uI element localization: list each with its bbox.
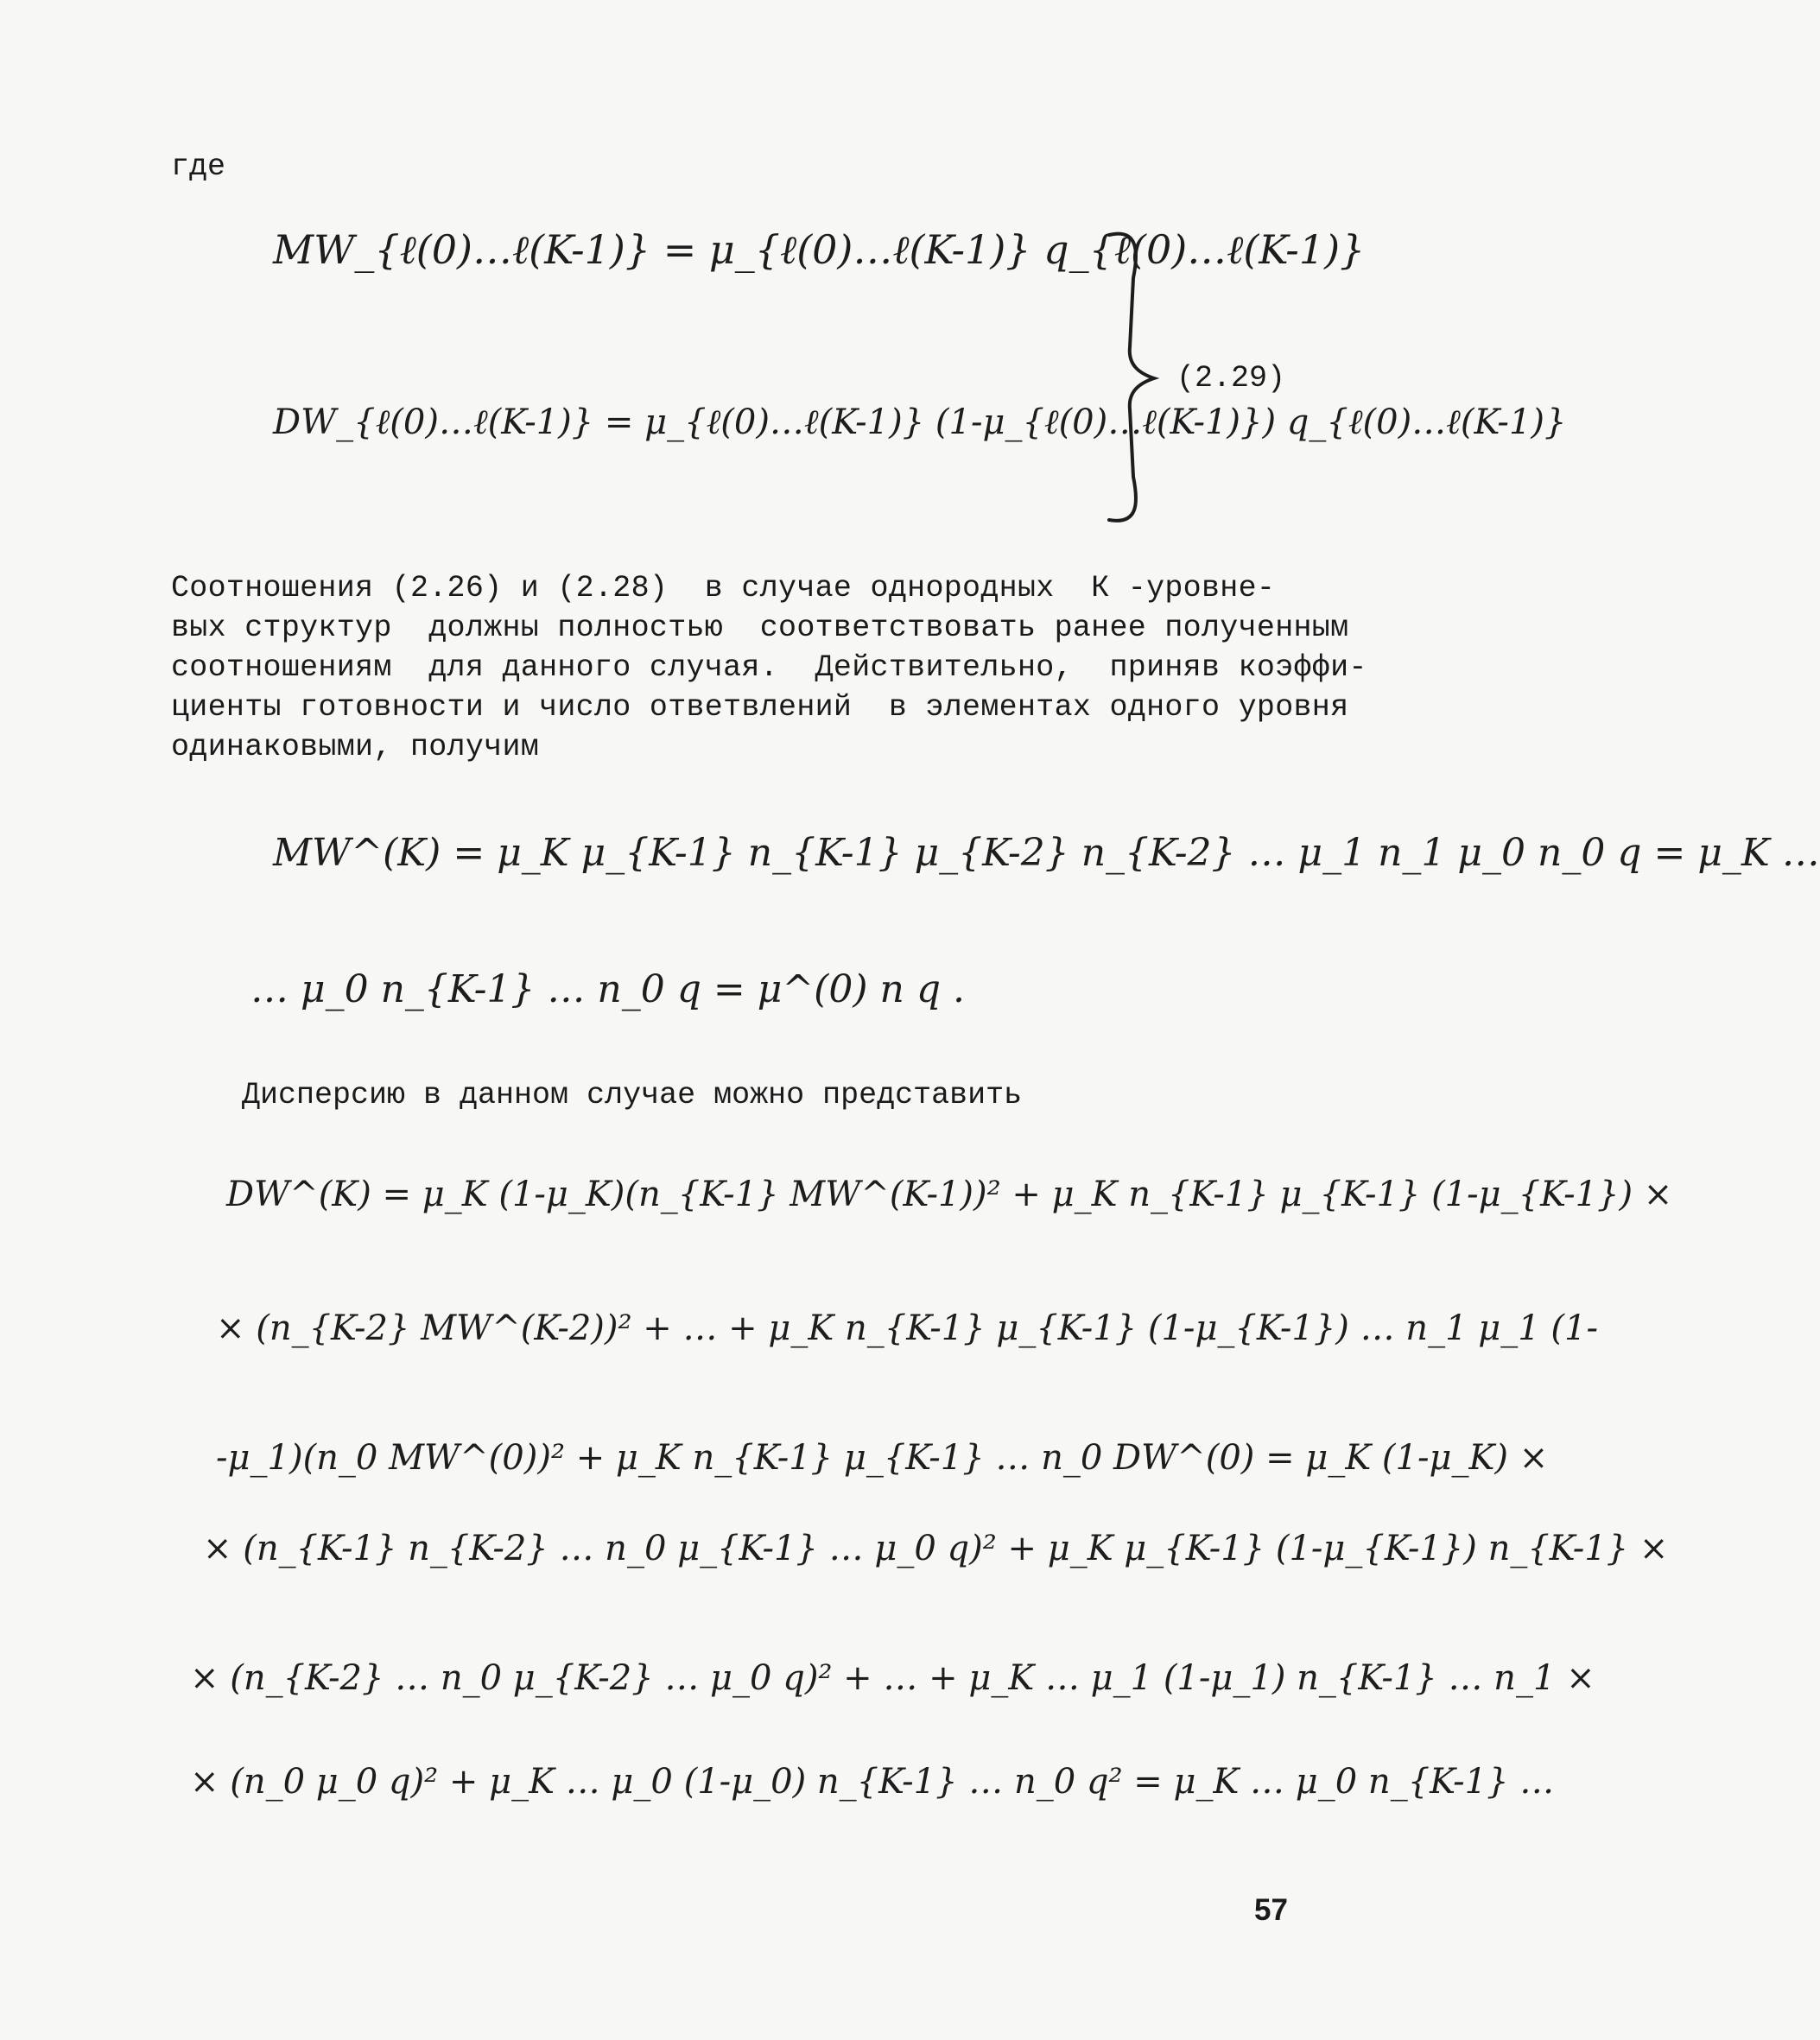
formula-dw-line: × (n_{K-1} n_{K-2} … n_0 μ_{K-1} … μ_0 q)² + μ_K μ_{K-1} (1-μ_{K-1}) n_{K-1} × xyxy=(203,1529,1669,1568)
paragraph-line: соотношениям для данного случая. Действительно, приняв коэффи- xyxy=(171,650,1367,685)
equation-line-mw: MW_{ℓ(0)…ℓ(K-1)} = μ_{ℓ(0)…ℓ(K-1)} q_{ℓ(0)…ℓ(K-1)} xyxy=(273,226,1366,273)
formula-dw-line: DW^(K) = μ_K (1-μ_K)(n_{K-1} MW^(K-1))² + μ_K n_{K-1} μ_{K-1} (1-μ_{K-1}) × xyxy=(226,1175,1673,1214)
equation-line-dw: DW_{ℓ(0)…ℓ(K-1)} = μ_{ℓ(0)…ℓ(K-1)} (1-μ_{ℓ(0)…ℓ(K-1)}) q_{ℓ(0)…ℓ(K-1)} xyxy=(273,402,1567,442)
formula-mw-line-2: … μ_0 n_{K-1} … n_0 q = μ^(0) n q . xyxy=(250,967,965,1011)
intro-word: где xyxy=(171,149,226,184)
formula-dw-line: × (n_0 μ_0 q)² + μ_K … μ_0 (1-μ_0) n_{K-1} … n_0 q² = μ_K … μ_0 n_{K-1} … xyxy=(190,1762,1555,1802)
page-number: 57 xyxy=(1254,1893,1288,1927)
right-brace-icon xyxy=(1104,226,1164,529)
paragraph-line: Соотношения (2.26) и (2.28) в случае однородных К -уровне- xyxy=(171,571,1276,605)
formula-mw-line-1: MW^(K) = μ_K μ_{K-1} n_{K-1} μ_{K-2} n_{K-2} … μ_1 n_1 μ_0 n_0 q = μ_K … xyxy=(273,831,1820,875)
paragraph-line: циенты готовности и число ответвлений в элементах одного уровня xyxy=(171,690,1349,725)
dispersion-intro: Дисперсию в данном случае можно представить xyxy=(242,1078,1023,1112)
formula-dw-line: × (n_{K-2} MW^(K-2))² + … + μ_K n_{K-1} μ_{K-1} (1-μ_{K-1}) … n_1 μ_1 (1- xyxy=(216,1308,1598,1348)
body-paragraph xyxy=(171,568,1367,767)
paragraph-line: одинаковыми, получим xyxy=(171,730,540,764)
equation-number: (2.29) xyxy=(1176,361,1286,396)
paragraph-line: вых структур должны полностью соответствовать ранее полученным xyxy=(171,611,1349,645)
formula-dw-line: × (n_{K-2} … n_0 μ_{K-2} … μ_0 q)² + … + μ_K … μ_1 (1-μ_1) n_{K-1} … n_1 × xyxy=(190,1658,1595,1698)
formula-dw-line: -μ_1)(n_0 MW^(0))² + μ_K n_{K-1} μ_{K-1} … n_0 DW^(0) = μ_K (1-μ_K) × xyxy=(216,1438,1549,1478)
